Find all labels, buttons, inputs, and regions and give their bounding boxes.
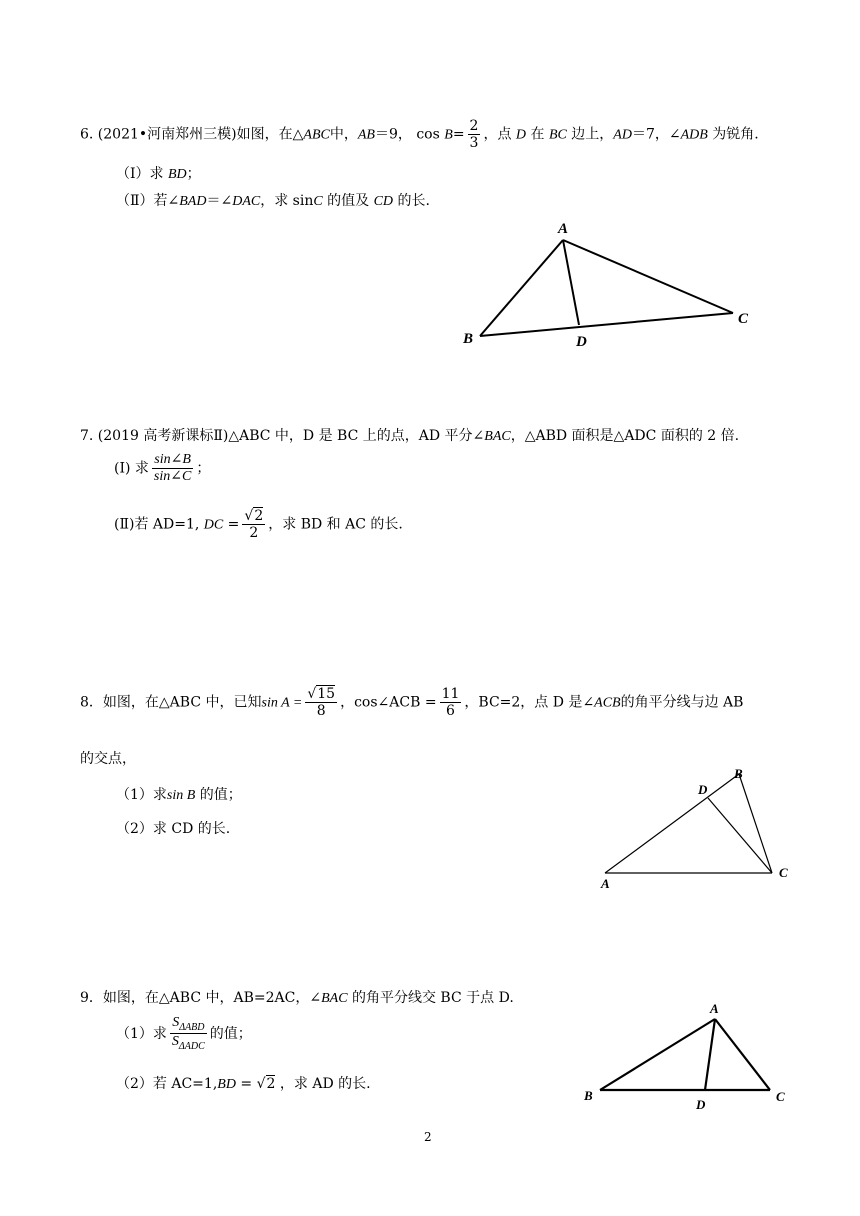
q9-label-b: B [584,1088,593,1103]
q9-part1: （1）求 $\frac{S_{\Delta ABD}}{S_{\Delta ADC}}$ 的值； [116,1015,252,1053]
q9-area-ratio: $\frac{S_{\Delta ABD}}{S_{\Delta ADC}}$ [171,1015,205,1053]
q6-label-a: A [558,221,569,237]
q9-side-ab [600,1019,715,1090]
q6-side-bc [480,313,733,336]
q6-label-b: B [463,331,474,347]
q7-statement: 7. (2019 高考新课标Ⅱ)△ABC 中，D 是 BC 上的点，AD 平分∠BAC，△ABD 面积是△ADC 面积的 2 倍. [80,428,740,444]
q6-statement: 6. (2021•河南郑州三模)如图，在△ABC中，AB＝9， cos B= $\frac{2}{3}$ ，点 D 在 BC 边上，AD＝7，∠ADB 为锐角. [80,118,759,152]
q7-sin-ratio: $\frac{\sin\angle B}{\sin\angle C}$ [153,452,192,485]
q7-part1: (Ⅰ) 求 $\frac{\sin\angle B}{\sin\angle C}$ ； [114,452,211,485]
q6-label-d: D [576,334,587,350]
q6-part1: （Ⅰ）求 BD； [116,166,201,182]
q8-side-ab [605,774,739,873]
q8-cos-fraction: $\frac{11}{6}$ [441,686,460,720]
q8-label-d: D [698,782,708,797]
q6-triangle-figure [455,215,765,355]
q9-triangle-figure [578,998,793,1110]
q8-side-bc [739,774,772,873]
q6-side-ab [480,240,563,336]
q6-side-ac [563,240,733,313]
page-number: 2 [424,1130,432,1144]
q8-label-c: C [779,865,788,880]
q9-label-c: C [776,1089,785,1104]
q9-segment-ad [705,1019,715,1090]
q9-part2: （2）若 AC=1,BD = √2 ，求 AD 的长. [116,1076,371,1092]
q6-part2: （Ⅱ）若∠BAD＝∠DAC，求 sinC 的值及 CD 的长. [116,193,430,209]
q9-side-ac [715,1019,770,1090]
q6-label-c: C [738,311,749,327]
q9-label-d: D [696,1097,706,1110]
q8-line2: 的交点， [80,751,136,767]
q8-triangle-figure [595,760,800,895]
q7-part2: (Ⅱ)若 AD=1, DC = $\frac{√2}{2}$ ，求 BD 和 AC 的长. [114,508,403,542]
q9-label-a: A [710,1001,719,1016]
q8-part2: （2）求 CD 的长. [116,821,231,837]
q7-dc-fraction: $\frac{√2}{2}$ [244,508,264,542]
q8-label-b: B [734,766,743,781]
q8-label-a: A [601,876,610,891]
q9-statement: 9．如图，在△ABC 中，AB=2AC，∠BAC 的角平分线交 BC 于点 D. [80,990,514,1006]
q8-statement: 8．如图，在△ABC 中，已知sin A = $\frac{√15}{8}$ ，cos∠ACB = $\frac{11}{6}$ ，BC=2，点 D 是∠ACB的角平分线与边 AB [80,686,744,720]
q8-part1: （1）求sin B 的值； [116,787,242,803]
q8-segment-cd [708,798,772,873]
q8-sin-fraction: $\frac{√15}{8}$ [307,686,336,720]
q6-fraction: $\frac{2}{3}$ [469,118,479,152]
q6-segment-ad [563,240,579,325]
